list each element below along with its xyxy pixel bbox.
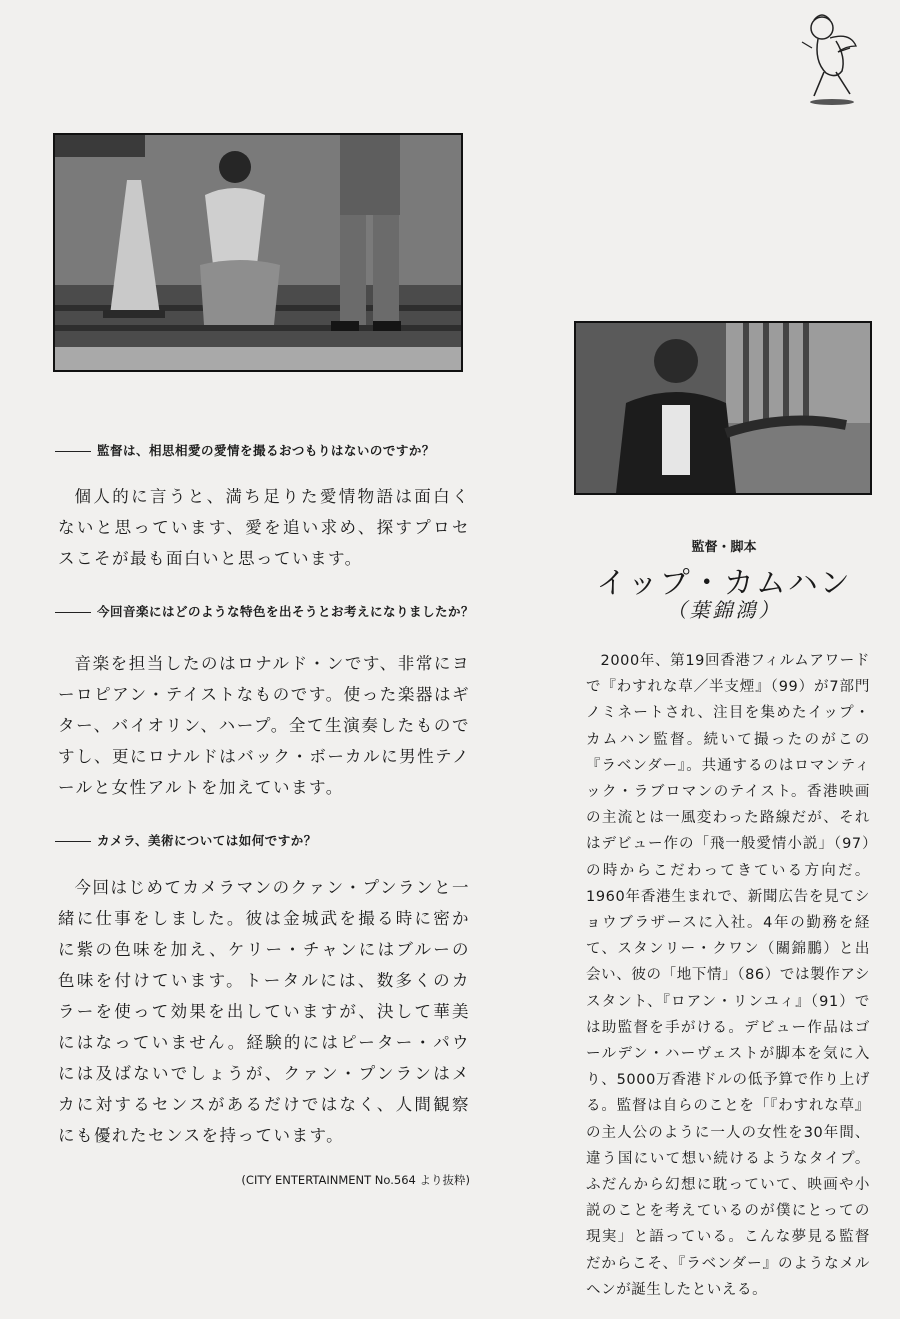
- director-portrait-photo: [574, 321, 872, 495]
- film-still-photo: [53, 133, 463, 372]
- interview-question-2: 今回音楽にはどのような特色を出そうとお考えになりましたか？: [55, 602, 474, 620]
- dash-rule: [55, 451, 91, 452]
- interview-answer-1: 個人的に言うと、満ち足りた愛情物語は面白くないと思っています、愛を追い求め、探すプロセスこそが最も面白いと思っています。: [58, 487, 470, 568]
- interview-answer-3: 今回はじめてカメラマンのクァン・プンランと一緒に仕事をしました。彼は金城武を撮る時に密かに紫の色味を加え、ケリー・チャンにはブルーの色味を付けています。トータルには、数多くのカラーを使って効果を出していますが、決して華美にはなっていません。経験的にはピーター・パウには及ばないでしょうが、クァン・プンランはメカに対するセンスがあるだけではなく、人間観察にも優れたセンスを持っています。: [58, 878, 470, 1145]
- dash-rule: [55, 841, 91, 842]
- director-name: イップ・カムハン: [596, 566, 852, 601]
- director-biography: 2000年、第19回香港フィルムアワードで『わすれな草／半支煙』（99）が7部門ノミネートされ、注目を集めたイップ・カムハン監督。続いて撮ったのがこの『ラベンダー』。共通するのはロマンティック・ラブロマンのテイスト。香港映画の主流とは一風変わった路線だが、それはデビュー作の「飛一般愛情小説」（97）の時からこだわってきている方向だ。1960年香港生まれで、新聞広告を見てショウブラザースに入社。4年の勤務を経て、スタンリー・クワン（關錦鵬）と出会い、彼の「地下情」（86）では製作アシスタント、『ロアン・リンユィ』（91）では助監督を手がける。デビュー作品はゴールデン・ハーヴェストが脚本を気に入り、5000万香港ドルの低予算で作り上げる。監督は自らのことを「『わすれな草』の主人公のように一人の女性を30年間、違う国にいて想い続けるようなタイプ。ふだんから幻想に耽っていて、映画や小説のことを考えているのが僕にとっての現実」と語っている。こんな夢見る監督だからこそ、『ラベンダー』のようなメルヘンが誕生したといえる。: [586, 653, 870, 1298]
- interview-answer-2: 音楽を担当したのはロナルド・ンです、非常にヨーロピアン・テイストなものです。使った楽器はギター、バイオリン、ハープ。全て生演奏したものですし、更にロナルドはバック・ボーカルに男性テノールと女性アルトを加えています。: [58, 654, 470, 797]
- cherub-illustration: [800, 8, 860, 106]
- interview-question-3: カメラ、美術については如何ですか？: [55, 831, 317, 849]
- dash-rule: [55, 612, 91, 613]
- director-name-kanji: （葉錦鴻）: [666, 598, 782, 622]
- interview-question-1: 監督は、相思相愛の愛情を撮るおつもりはないのですか？: [55, 441, 435, 459]
- source-credit: (CITY ENTERTAINMENT No.564 より抜粋): [241, 1173, 470, 1187]
- role-label: 監督・脚本: [691, 540, 757, 555]
